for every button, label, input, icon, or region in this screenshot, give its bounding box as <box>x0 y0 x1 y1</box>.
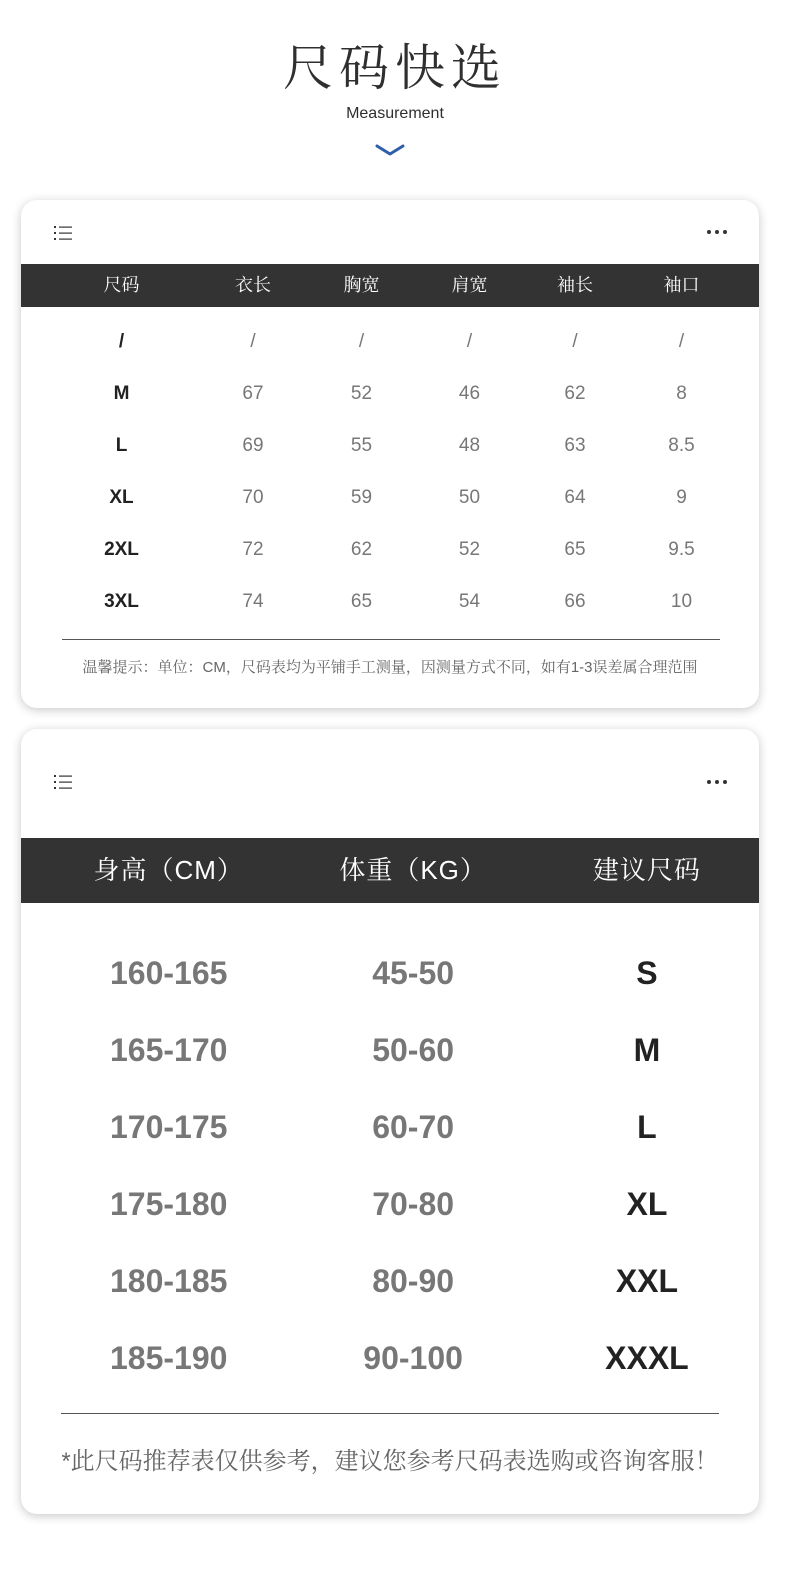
measure-cell: 62 <box>564 383 586 404</box>
measure-cell: 67 <box>242 383 264 404</box>
measure-cell: 8.5 <box>668 435 695 456</box>
height-cell: 160-165 <box>109 955 228 991</box>
more-dots-icon[interactable] <box>705 778 729 786</box>
column-header: 袖长 <box>557 275 593 295</box>
list-menu-icon[interactable] <box>53 224 73 242</box>
measure-cell: 65 <box>350 591 373 612</box>
page-title: 尺码快选 <box>283 40 507 96</box>
column-header: 体重（KG） <box>339 855 487 885</box>
measure-cell: 64 <box>564 487 586 508</box>
column-header: 尺码 <box>103 275 140 295</box>
list-menu-icon[interactable] <box>53 773 73 791</box>
measure-cell: / <box>678 331 685 352</box>
page-subtitle: Measurement <box>346 105 444 122</box>
height-cell: 185-190 <box>109 1340 228 1376</box>
table-row <box>21 472 759 524</box>
size-cell: XXL <box>615 1263 679 1299</box>
measure-cell: 9.5 <box>668 539 695 560</box>
chevron-down-icon <box>375 140 405 160</box>
more-dots-icon[interactable] <box>705 228 729 236</box>
measure-cell: 52 <box>458 539 481 560</box>
measure-cell: 50 <box>458 487 481 508</box>
table-row <box>21 935 759 1012</box>
measure-cell: 55 <box>350 435 373 456</box>
table-row <box>21 1166 759 1243</box>
measure-cell: 69 <box>242 435 264 456</box>
recommend-note: *此尺码推荐表仅供参考，建议您参考尺码表选购或咨询客服！ <box>61 1448 719 1475</box>
size-cell: 2XL <box>104 539 139 560</box>
table-row <box>21 1012 759 1089</box>
recommend-table-header <box>21 838 759 903</box>
measure-cell: 8 <box>676 383 687 404</box>
table-row <box>21 1089 759 1166</box>
column-header: 建议尺码 <box>592 855 701 885</box>
size-cell: M <box>633 1032 661 1068</box>
size-cell: XXXL <box>605 1340 689 1376</box>
measure-cell: 9 <box>676 487 687 508</box>
table-row <box>21 368 759 420</box>
measure-cell: 66 <box>564 591 586 612</box>
table-row <box>21 524 759 576</box>
measure-cell: 74 <box>242 591 264 612</box>
size-cell: XL <box>626 1186 668 1222</box>
size-recommendation-card <box>21 729 759 1514</box>
size-cell: 3XL <box>104 591 139 612</box>
weight-cell: 70-80 <box>372 1186 455 1222</box>
measure-cell: 63 <box>564 435 586 456</box>
measure-cell: / <box>358 331 365 352</box>
size-table-body <box>21 316 759 628</box>
column-header: 胸宽 <box>343 275 380 295</box>
table-row <box>21 1320 759 1397</box>
size-chart-card <box>21 200 759 708</box>
measure-cell: 52 <box>350 383 373 404</box>
height-cell: 180-185 <box>109 1263 228 1299</box>
measure-cell: 48 <box>458 435 481 456</box>
divider <box>61 1413 719 1414</box>
weight-cell: 60-70 <box>372 1109 455 1145</box>
size-table-header <box>21 264 759 307</box>
height-cell: 165-170 <box>109 1032 228 1068</box>
size-cell: S <box>636 955 658 991</box>
height-cell: 175-180 <box>109 1186 228 1222</box>
measure-cell: 46 <box>458 383 481 404</box>
table-row <box>21 1243 759 1320</box>
weight-cell: 90-100 <box>363 1340 463 1376</box>
column-header: 袖口 <box>663 275 700 295</box>
column-header: 肩宽 <box>451 275 488 295</box>
size-cell: L <box>115 435 128 456</box>
column-header: 衣长 <box>235 275 271 295</box>
measure-cell: 54 <box>458 591 481 612</box>
height-cell: 170-175 <box>109 1109 228 1145</box>
table-row <box>21 576 759 628</box>
measure-cell: / <box>250 331 256 352</box>
size-cell: XL <box>109 487 134 508</box>
size-cell: L <box>637 1109 657 1145</box>
measure-cell: / <box>572 331 578 352</box>
weight-cell: 50-60 <box>372 1032 455 1068</box>
table-row <box>21 316 759 368</box>
measurement-note: 温馨提示：单位：CM，尺码表均为平铺手工测量，因测量方式不同，如有1-3误差属合理范围 <box>82 659 698 676</box>
measure-cell: 70 <box>242 487 264 508</box>
weight-cell: 45-50 <box>372 955 455 991</box>
divider <box>62 639 720 640</box>
size-cell: / <box>118 331 125 352</box>
measure-cell: 65 <box>564 539 586 560</box>
measure-cell: / <box>466 331 473 352</box>
page-header <box>0 0 790 190</box>
measure-cell: 59 <box>350 487 373 508</box>
weight-cell: 80-90 <box>372 1263 455 1299</box>
column-header: 身高（CM） <box>93 855 244 885</box>
table-row <box>21 420 759 472</box>
measure-cell: 62 <box>350 539 373 560</box>
measure-cell: 72 <box>242 539 264 560</box>
recommend-table-body <box>21 935 759 1397</box>
measure-cell: 10 <box>670 591 693 612</box>
size-cell: M <box>113 383 130 404</box>
